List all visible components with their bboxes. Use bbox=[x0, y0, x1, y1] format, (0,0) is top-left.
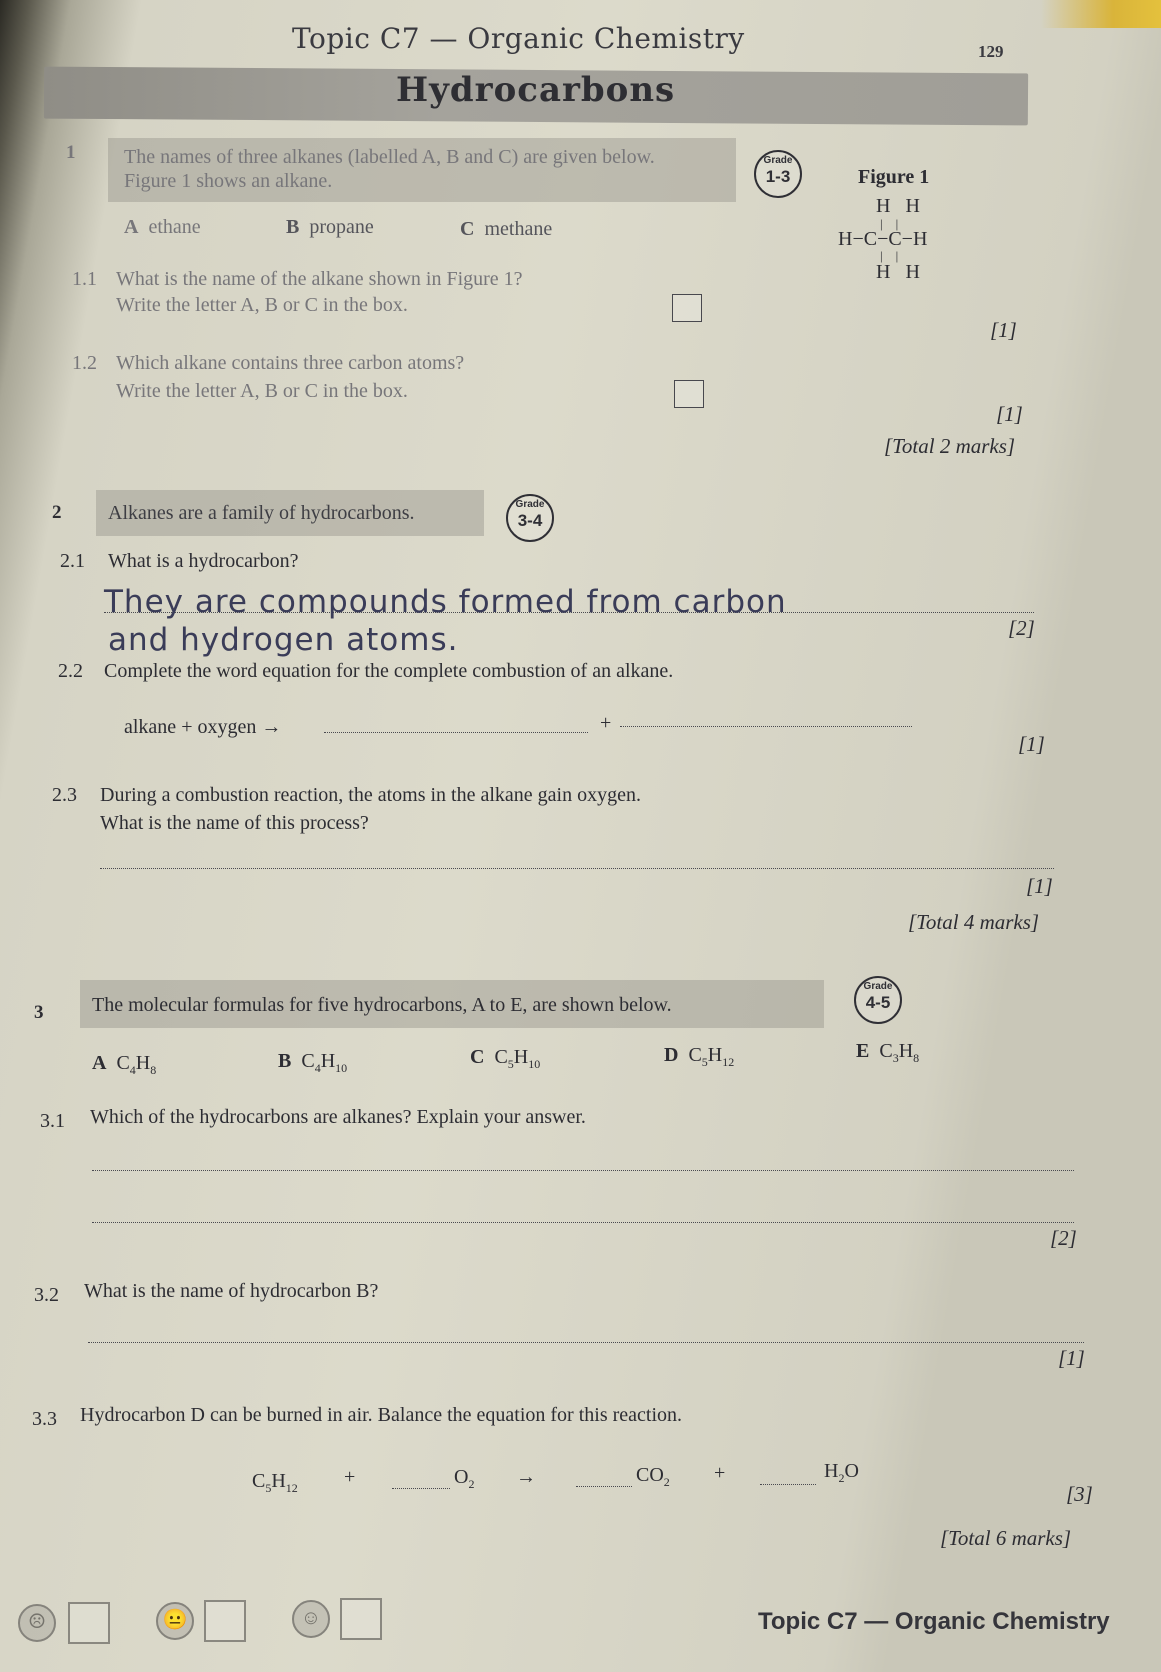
figure-1-row1: H H bbox=[876, 195, 920, 217]
figure-1-title: Figure 1 bbox=[858, 166, 930, 188]
formula-element: C bbox=[494, 1046, 508, 1068]
figure-1-bonds-top: | | bbox=[880, 216, 899, 231]
total-marks-q1: [Total 2 marks] bbox=[884, 434, 1016, 458]
grade-badge-value: 4-5 bbox=[865, 993, 891, 1012]
grade-badge-label: Grade bbox=[863, 981, 893, 992]
formula-subscript: 5 bbox=[507, 1057, 514, 1071]
marks-2-3: [1] bbox=[1026, 874, 1053, 898]
equation-lhs: alkane + oxygen → bbox=[124, 716, 282, 738]
marks-2-2: [1] bbox=[1018, 732, 1045, 756]
marks-3-1: [2] bbox=[1050, 1226, 1077, 1250]
option-c bbox=[460, 218, 552, 241]
handwritten-answer-line1: They are compounds formed from carbon bbox=[104, 584, 787, 620]
grade-badge-label: Grade bbox=[763, 155, 793, 166]
coefficient-blank-co2[interactable] bbox=[576, 1486, 632, 1487]
option-name: propane bbox=[309, 216, 374, 238]
coefficient-blank-h2o[interactable] bbox=[760, 1484, 816, 1485]
question-1-2-line2: Write the letter A, B or C in the box. bbox=[116, 380, 408, 402]
question-1-1-line2: Write the letter A, B or C in the box. bbox=[116, 294, 408, 316]
question-2-1-number: 2.1 bbox=[60, 550, 85, 572]
total-marks-q3: [Total 6 marks] bbox=[940, 1526, 1072, 1550]
question-1-2-number: 1.2 bbox=[72, 352, 97, 374]
question-1-2-line1: Which alkane contains three carbon atoms? bbox=[116, 352, 465, 374]
formula-letter: E bbox=[856, 1040, 870, 1062]
formula-element: C bbox=[116, 1052, 130, 1074]
handwritten-answer-line2: and hydrogen atoms. bbox=[108, 622, 459, 658]
grade-badge-4-5 bbox=[854, 976, 902, 1024]
formula-subscript: 10 bbox=[528, 1057, 541, 1071]
answer-line-2-3[interactable] bbox=[100, 868, 1054, 869]
question-1-intro-line1: The names of three alkanes (labelled A, B and C) are given below. bbox=[124, 146, 655, 168]
formula-element: O bbox=[844, 1460, 859, 1482]
formula-subscript: 5 bbox=[701, 1055, 708, 1069]
marks-3-3: [3] bbox=[1066, 1482, 1093, 1506]
question-1-1-line1: What is the name of the alkane shown in Figure 1? bbox=[116, 268, 523, 290]
total-marks-q2: [Total 4 marks] bbox=[908, 910, 1040, 934]
formula-subscript: 2 bbox=[663, 1475, 670, 1489]
grade-badge-value: 3-4 bbox=[517, 511, 543, 530]
equation-plus-1: + bbox=[344, 1466, 356, 1488]
figure-1-row2: H−C−C−H bbox=[838, 228, 928, 250]
formula-letter: B bbox=[278, 1050, 292, 1072]
reactant-c5h12 bbox=[252, 1470, 298, 1496]
option-letter: B bbox=[286, 216, 300, 238]
formula-subscript: 5 bbox=[265, 1481, 272, 1495]
formula-letter: C bbox=[470, 1046, 485, 1068]
reactant-o2 bbox=[454, 1466, 474, 1492]
question-2-3-line1: During a combustion reaction, the atoms in the alkane gain oxygen. bbox=[100, 784, 641, 806]
formula-element: C bbox=[688, 1044, 702, 1066]
formula-element: H bbox=[824, 1460, 839, 1482]
formula-element: H bbox=[513, 1046, 529, 1068]
question-3-1-number: 3.1 bbox=[40, 1110, 65, 1132]
page-header-title: Topic C7 — Organic Chemistry bbox=[292, 22, 745, 55]
question-3-3-text: Hydrocarbon D can be burned in air. Balance the equation for this reaction. bbox=[80, 1404, 683, 1426]
question-3-3-number: 3.3 bbox=[32, 1408, 57, 1430]
question-2-2-number: 2.2 bbox=[58, 660, 83, 682]
formula-subscript: 2 bbox=[838, 1471, 845, 1485]
formula-element: O bbox=[454, 1466, 469, 1488]
question-2-intro: Alkanes are a family of hydrocarbons. bbox=[108, 502, 415, 524]
formula-element: H bbox=[707, 1044, 723, 1066]
formula-subscript: 8 bbox=[913, 1051, 920, 1065]
grade-badge-3-4 bbox=[506, 494, 554, 542]
question-1-number: 1 bbox=[66, 142, 76, 163]
question-2-3-number: 2.3 bbox=[52, 784, 77, 806]
figure-1-bonds-bottom: | | bbox=[880, 248, 899, 263]
sad-face-icon: ☹ bbox=[18, 1604, 56, 1642]
formula-element: C bbox=[252, 1470, 266, 1492]
formula-a bbox=[92, 1052, 156, 1078]
formula-element: H bbox=[898, 1040, 914, 1062]
grade-badge-1-3 bbox=[754, 150, 802, 198]
equation-plus: + bbox=[600, 712, 612, 734]
question-2-1-text: What is a hydrocarbon? bbox=[108, 550, 299, 572]
answer-line-3-2[interactable] bbox=[88, 1342, 1084, 1343]
answer-line-2-2b[interactable] bbox=[620, 726, 912, 727]
product-co2 bbox=[636, 1464, 670, 1490]
formula-subscript: 10 bbox=[335, 1061, 348, 1075]
question-3-2-text: What is the name of hydrocarbon B? bbox=[84, 1280, 379, 1302]
question-2-3-line2: What is the name of this process? bbox=[100, 812, 369, 834]
background-corner bbox=[1041, 0, 1161, 28]
formula-subscript: 8 bbox=[150, 1063, 157, 1077]
coefficient-blank-o2[interactable] bbox=[392, 1488, 450, 1489]
option-b bbox=[286, 216, 374, 239]
page-number: 129 bbox=[978, 42, 1004, 61]
answer-line-3-1b[interactable] bbox=[92, 1222, 1074, 1223]
formula-element: H bbox=[271, 1470, 286, 1492]
section-title: Hydrocarbons bbox=[396, 70, 676, 110]
option-letter: A bbox=[124, 216, 139, 238]
formula-e bbox=[856, 1040, 919, 1066]
option-letter: C bbox=[460, 218, 475, 240]
figure-1-row3: H H bbox=[876, 261, 920, 283]
answer-line-3-1a[interactable] bbox=[92, 1170, 1074, 1171]
formula-element: CO bbox=[636, 1464, 664, 1486]
marks-1-2: [1] bbox=[996, 402, 1023, 426]
formula-subscript: 12 bbox=[722, 1055, 735, 1069]
grade-badge-value: 1-3 bbox=[765, 167, 791, 186]
question-1-intro-line2: Figure 1 shows an alkane. bbox=[124, 170, 333, 192]
formula-subscript: 2 bbox=[468, 1477, 475, 1491]
equation-plus-2: + bbox=[714, 1462, 726, 1484]
option-a bbox=[124, 216, 201, 239]
question-1-1-number: 1.1 bbox=[72, 268, 97, 290]
option-name: ethane bbox=[148, 216, 201, 238]
marks-2-1: [2] bbox=[1008, 616, 1035, 640]
option-name: methane bbox=[484, 218, 553, 240]
self-rating-box-happy[interactable] bbox=[340, 1598, 382, 1640]
formula-c bbox=[470, 1046, 540, 1072]
grade-badge-label: Grade bbox=[515, 499, 545, 510]
question-2-2-text: Complete the word equation for the complete combustion of an alkane. bbox=[104, 660, 674, 682]
formula-subscript: 3 bbox=[892, 1051, 899, 1065]
happy-face-icon: ☺ bbox=[292, 1600, 330, 1638]
formula-letter: A bbox=[92, 1052, 107, 1074]
formula-subscript: 12 bbox=[285, 1481, 298, 1495]
formula-element: H bbox=[320, 1050, 336, 1072]
formula-d bbox=[664, 1044, 734, 1070]
formula-b bbox=[278, 1050, 347, 1076]
formula-letter: D bbox=[664, 1044, 679, 1066]
formula-element: H bbox=[135, 1052, 151, 1074]
product-h2o bbox=[824, 1460, 859, 1486]
answer-line-2-2a[interactable] bbox=[324, 732, 588, 733]
marks-3-2: [1] bbox=[1058, 1346, 1085, 1370]
footer-title: Topic C7 — Organic Chemistry bbox=[758, 1608, 1110, 1635]
formula-subscript: 4 bbox=[314, 1061, 321, 1075]
neutral-face-icon: 😐 bbox=[156, 1602, 194, 1640]
marks-1-1: [1] bbox=[990, 318, 1017, 342]
equation-arrow: → bbox=[516, 1466, 536, 1488]
self-rating-box-sad[interactable] bbox=[68, 1602, 110, 1644]
question-3-1-text: Which of the hydrocarbons are alkanes? Explain your answer. bbox=[90, 1106, 586, 1128]
question-3-intro: The molecular formulas for five hydrocarbons, A to E, are shown below. bbox=[92, 994, 672, 1016]
question-3-number: 3 bbox=[34, 1002, 44, 1023]
answer-box-1-2[interactable] bbox=[674, 380, 704, 408]
formula-element: C bbox=[879, 1040, 893, 1062]
self-rating-box-neutral[interactable] bbox=[204, 1600, 246, 1642]
formula-subscript: 4 bbox=[129, 1063, 136, 1077]
question-3-2-number: 3.2 bbox=[34, 1284, 59, 1306]
answer-box-1-1[interactable] bbox=[672, 294, 702, 322]
formula-element: C bbox=[301, 1050, 315, 1072]
question-2-number: 2 bbox=[52, 502, 62, 523]
